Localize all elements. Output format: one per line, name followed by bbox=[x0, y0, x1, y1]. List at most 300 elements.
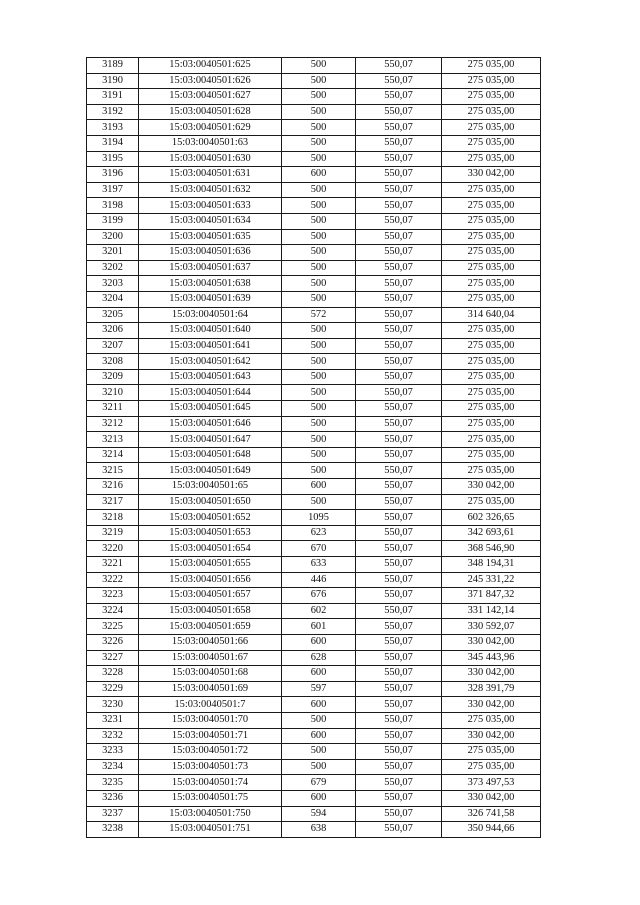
row-number-cell: 3224 bbox=[87, 603, 139, 619]
area-cell: 1095 bbox=[282, 510, 356, 526]
row-number-cell: 3227 bbox=[87, 650, 139, 666]
rate-cell: 550,07 bbox=[356, 775, 442, 791]
row-number-cell: 3198 bbox=[87, 198, 139, 214]
row-number-cell: 3226 bbox=[87, 634, 139, 650]
row-number-cell: 3223 bbox=[87, 588, 139, 604]
rate-cell: 550,07 bbox=[356, 728, 442, 744]
value-cell: 245 331,22 bbox=[442, 572, 541, 588]
row-number-cell: 3192 bbox=[87, 104, 139, 120]
rate-cell: 550,07 bbox=[356, 291, 442, 307]
value-cell: 275 035,00 bbox=[442, 260, 541, 276]
table-row bbox=[87, 104, 541, 120]
table-row bbox=[87, 245, 541, 261]
rate-cell: 550,07 bbox=[356, 167, 442, 183]
cadastral-number-cell: 15:03:0040501:66 bbox=[139, 634, 282, 650]
row-number-cell: 3238 bbox=[87, 822, 139, 838]
cadastral-number-cell: 15:03:0040501:636 bbox=[139, 245, 282, 261]
table-row bbox=[87, 338, 541, 354]
table-row bbox=[87, 790, 541, 806]
area-cell: 500 bbox=[282, 89, 356, 105]
area-cell: 638 bbox=[282, 822, 356, 838]
value-cell: 371 847,32 bbox=[442, 588, 541, 604]
cadastral-number-cell: 15:03:0040501:75 bbox=[139, 790, 282, 806]
area-cell: 500 bbox=[282, 291, 356, 307]
cadastral-number-cell: 15:03:0040501:658 bbox=[139, 603, 282, 619]
table-row bbox=[87, 354, 541, 370]
cadastral-number-cell: 15:03:0040501:653 bbox=[139, 525, 282, 541]
area-cell: 500 bbox=[282, 73, 356, 89]
value-cell: 275 035,00 bbox=[442, 401, 541, 417]
value-cell: 275 035,00 bbox=[442, 447, 541, 463]
rate-cell: 550,07 bbox=[356, 416, 442, 432]
value-cell: 275 035,00 bbox=[442, 463, 541, 479]
area-cell: 600 bbox=[282, 697, 356, 713]
area-cell: 601 bbox=[282, 619, 356, 635]
area-cell: 572 bbox=[282, 307, 356, 323]
table-row bbox=[87, 89, 541, 105]
cadastral-number-cell: 15:03:0040501:639 bbox=[139, 291, 282, 307]
rate-cell: 550,07 bbox=[356, 447, 442, 463]
cadastral-number-cell: 15:03:0040501:637 bbox=[139, 260, 282, 276]
row-number-cell: 3218 bbox=[87, 510, 139, 526]
row-number-cell: 3215 bbox=[87, 463, 139, 479]
area-cell: 600 bbox=[282, 167, 356, 183]
cadastral-number-cell: 15:03:0040501:631 bbox=[139, 167, 282, 183]
rate-cell: 550,07 bbox=[356, 323, 442, 339]
table-row bbox=[87, 463, 541, 479]
value-cell: 342 693,61 bbox=[442, 525, 541, 541]
row-number-cell: 3189 bbox=[87, 58, 139, 74]
area-cell: 597 bbox=[282, 681, 356, 697]
table-row bbox=[87, 323, 541, 339]
cadastral-number-cell: 15:03:0040501:67 bbox=[139, 650, 282, 666]
area-cell: 500 bbox=[282, 385, 356, 401]
table-row bbox=[87, 369, 541, 385]
table-row bbox=[87, 634, 541, 650]
cadastral-number-cell: 15:03:0040501:643 bbox=[139, 369, 282, 385]
value-cell: 275 035,00 bbox=[442, 494, 541, 510]
area-cell: 500 bbox=[282, 447, 356, 463]
value-cell: 275 035,00 bbox=[442, 89, 541, 105]
row-number-cell: 3234 bbox=[87, 759, 139, 775]
rate-cell: 550,07 bbox=[356, 104, 442, 120]
rate-cell: 550,07 bbox=[356, 494, 442, 510]
table-row bbox=[87, 401, 541, 417]
value-cell: 350 944,66 bbox=[442, 822, 541, 838]
row-number-cell: 3193 bbox=[87, 120, 139, 136]
area-cell: 500 bbox=[282, 323, 356, 339]
rate-cell: 550,07 bbox=[356, 354, 442, 370]
parcel-table bbox=[86, 57, 541, 838]
row-number-cell: 3209 bbox=[87, 369, 139, 385]
value-cell: 330 042,00 bbox=[442, 728, 541, 744]
rate-cell: 550,07 bbox=[356, 619, 442, 635]
rate-cell: 550,07 bbox=[356, 759, 442, 775]
cadastral-number-cell: 15:03:0040501:647 bbox=[139, 432, 282, 448]
table-row bbox=[87, 510, 541, 526]
table-row bbox=[87, 557, 541, 573]
value-cell: 275 035,00 bbox=[442, 73, 541, 89]
area-cell: 500 bbox=[282, 338, 356, 354]
table-row bbox=[87, 525, 541, 541]
area-cell: 500 bbox=[282, 712, 356, 728]
table-row bbox=[87, 58, 541, 74]
cadastral-number-cell: 15:03:0040501:644 bbox=[139, 385, 282, 401]
table-row bbox=[87, 198, 541, 214]
table-row bbox=[87, 182, 541, 198]
table-row bbox=[87, 385, 541, 401]
rate-cell: 550,07 bbox=[356, 712, 442, 728]
area-cell: 500 bbox=[282, 135, 356, 151]
value-cell: 275 035,00 bbox=[442, 354, 541, 370]
table-row bbox=[87, 120, 541, 136]
table-row bbox=[87, 73, 541, 89]
rate-cell: 550,07 bbox=[356, 182, 442, 198]
table-row bbox=[87, 213, 541, 229]
area-cell: 500 bbox=[282, 260, 356, 276]
row-number-cell: 3233 bbox=[87, 744, 139, 760]
row-number-cell: 3195 bbox=[87, 151, 139, 167]
row-number-cell: 3196 bbox=[87, 167, 139, 183]
cadastral-number-cell: 15:03:0040501:635 bbox=[139, 229, 282, 245]
rate-cell: 550,07 bbox=[356, 790, 442, 806]
area-cell: 602 bbox=[282, 603, 356, 619]
table-row bbox=[87, 494, 541, 510]
value-cell: 275 035,00 bbox=[442, 182, 541, 198]
value-cell: 275 035,00 bbox=[442, 759, 541, 775]
value-cell: 330 042,00 bbox=[442, 167, 541, 183]
cadastral-number-cell: 15:03:0040501:64 bbox=[139, 307, 282, 323]
value-cell: 275 035,00 bbox=[442, 104, 541, 120]
table-row bbox=[87, 432, 541, 448]
table-row bbox=[87, 260, 541, 276]
value-cell: 348 194,31 bbox=[442, 557, 541, 573]
cadastral-number-cell: 15:03:0040501:657 bbox=[139, 588, 282, 604]
area-cell: 500 bbox=[282, 229, 356, 245]
cadastral-number-cell: 15:03:0040501:652 bbox=[139, 510, 282, 526]
cadastral-number-cell: 15:03:0040501:630 bbox=[139, 151, 282, 167]
rate-cell: 550,07 bbox=[356, 650, 442, 666]
row-number-cell: 3228 bbox=[87, 666, 139, 682]
cadastral-number-cell: 15:03:0040501:655 bbox=[139, 557, 282, 573]
rate-cell: 550,07 bbox=[356, 525, 442, 541]
value-cell: 330 042,00 bbox=[442, 790, 541, 806]
rate-cell: 550,07 bbox=[356, 510, 442, 526]
value-cell: 275 035,00 bbox=[442, 369, 541, 385]
table-row bbox=[87, 447, 541, 463]
table-row bbox=[87, 135, 541, 151]
row-number-cell: 3206 bbox=[87, 323, 139, 339]
value-cell: 328 391,79 bbox=[442, 681, 541, 697]
row-number-cell: 3207 bbox=[87, 338, 139, 354]
rate-cell: 550,07 bbox=[356, 276, 442, 292]
value-cell: 368 546,90 bbox=[442, 541, 541, 557]
area-cell: 500 bbox=[282, 58, 356, 74]
row-number-cell: 3200 bbox=[87, 229, 139, 245]
cadastral-number-cell: 15:03:0040501:640 bbox=[139, 323, 282, 339]
area-cell: 446 bbox=[282, 572, 356, 588]
table-row bbox=[87, 291, 541, 307]
value-cell: 330 042,00 bbox=[442, 479, 541, 495]
rate-cell: 550,07 bbox=[356, 588, 442, 604]
cadastral-number-cell: 15:03:0040501:632 bbox=[139, 182, 282, 198]
cadastral-number-cell: 15:03:0040501:638 bbox=[139, 276, 282, 292]
row-number-cell: 3205 bbox=[87, 307, 139, 323]
value-cell: 602 326,65 bbox=[442, 510, 541, 526]
table-row bbox=[87, 307, 541, 323]
cadastral-number-cell: 15:03:0040501:649 bbox=[139, 463, 282, 479]
table-row bbox=[87, 479, 541, 495]
cadastral-number-cell: 15:03:0040501:70 bbox=[139, 712, 282, 728]
row-number-cell: 3211 bbox=[87, 401, 139, 417]
value-cell: 275 035,00 bbox=[442, 229, 541, 245]
row-number-cell: 3212 bbox=[87, 416, 139, 432]
cadastral-number-cell: 15:03:0040501:650 bbox=[139, 494, 282, 510]
row-number-cell: 3201 bbox=[87, 245, 139, 261]
area-cell: 500 bbox=[282, 276, 356, 292]
cadastral-number-cell: 15:03:0040501:654 bbox=[139, 541, 282, 557]
table-row bbox=[87, 603, 541, 619]
rate-cell: 550,07 bbox=[356, 666, 442, 682]
rate-cell: 550,07 bbox=[356, 151, 442, 167]
table-row bbox=[87, 822, 541, 838]
cadastral-number-cell: 15:03:0040501:645 bbox=[139, 401, 282, 417]
cadastral-number-cell: 15:03:0040501:72 bbox=[139, 744, 282, 760]
value-cell: 345 443,96 bbox=[442, 650, 541, 666]
row-number-cell: 3202 bbox=[87, 260, 139, 276]
table-row bbox=[87, 619, 541, 635]
row-number-cell: 3232 bbox=[87, 728, 139, 744]
value-cell: 275 035,00 bbox=[442, 385, 541, 401]
table-row bbox=[87, 806, 541, 822]
cadastral-number-cell: 15:03:0040501:74 bbox=[139, 775, 282, 791]
area-cell: 600 bbox=[282, 666, 356, 682]
area-cell: 500 bbox=[282, 759, 356, 775]
area-cell: 500 bbox=[282, 744, 356, 760]
rate-cell: 550,07 bbox=[356, 58, 442, 74]
cadastral-number-cell: 15:03:0040501:750 bbox=[139, 806, 282, 822]
row-number-cell: 3230 bbox=[87, 697, 139, 713]
table-row bbox=[87, 416, 541, 432]
cadastral-number-cell: 15:03:0040501:628 bbox=[139, 104, 282, 120]
area-cell: 670 bbox=[282, 541, 356, 557]
table-row bbox=[87, 681, 541, 697]
rate-cell: 550,07 bbox=[356, 73, 442, 89]
rate-cell: 550,07 bbox=[356, 338, 442, 354]
cadastral-number-cell: 15:03:0040501:656 bbox=[139, 572, 282, 588]
area-cell: 500 bbox=[282, 416, 356, 432]
cadastral-number-cell: 15:03:0040501:659 bbox=[139, 619, 282, 635]
cadastral-number-cell: 15:03:0040501:69 bbox=[139, 681, 282, 697]
row-number-cell: 3213 bbox=[87, 432, 139, 448]
cadastral-number-cell: 15:03:0040501:641 bbox=[139, 338, 282, 354]
value-cell: 275 035,00 bbox=[442, 744, 541, 760]
value-cell: 275 035,00 bbox=[442, 151, 541, 167]
value-cell: 275 035,00 bbox=[442, 213, 541, 229]
cadastral-number-cell: 15:03:0040501:629 bbox=[139, 120, 282, 136]
row-number-cell: 3199 bbox=[87, 213, 139, 229]
rate-cell: 550,07 bbox=[356, 432, 442, 448]
area-cell: 594 bbox=[282, 806, 356, 822]
rate-cell: 550,07 bbox=[356, 369, 442, 385]
row-number-cell: 3225 bbox=[87, 619, 139, 635]
rate-cell: 550,07 bbox=[356, 307, 442, 323]
row-number-cell: 3214 bbox=[87, 447, 139, 463]
rate-cell: 550,07 bbox=[356, 681, 442, 697]
row-number-cell: 3229 bbox=[87, 681, 139, 697]
row-number-cell: 3220 bbox=[87, 541, 139, 557]
value-cell: 275 035,00 bbox=[442, 323, 541, 339]
rate-cell: 550,07 bbox=[356, 401, 442, 417]
row-number-cell: 3210 bbox=[87, 385, 139, 401]
value-cell: 330 042,00 bbox=[442, 697, 541, 713]
row-number-cell: 3235 bbox=[87, 775, 139, 791]
value-cell: 275 035,00 bbox=[442, 416, 541, 432]
area-cell: 600 bbox=[282, 790, 356, 806]
value-cell: 330 042,00 bbox=[442, 634, 541, 650]
cadastral-number-cell: 15:03:0040501:648 bbox=[139, 447, 282, 463]
value-cell: 373 497,53 bbox=[442, 775, 541, 791]
value-cell: 275 035,00 bbox=[442, 58, 541, 74]
value-cell: 275 035,00 bbox=[442, 338, 541, 354]
table-row bbox=[87, 588, 541, 604]
row-number-cell: 3217 bbox=[87, 494, 139, 510]
cadastral-number-cell: 15:03:0040501:627 bbox=[139, 89, 282, 105]
value-cell: 275 035,00 bbox=[442, 245, 541, 261]
value-cell: 275 035,00 bbox=[442, 198, 541, 214]
area-cell: 500 bbox=[282, 494, 356, 510]
rate-cell: 550,07 bbox=[356, 557, 442, 573]
area-cell: 500 bbox=[282, 245, 356, 261]
area-cell: 623 bbox=[282, 525, 356, 541]
area-cell: 679 bbox=[282, 775, 356, 791]
cadastral-number-cell: 15:03:0040501:642 bbox=[139, 354, 282, 370]
table-row bbox=[87, 697, 541, 713]
area-cell: 500 bbox=[282, 401, 356, 417]
row-number-cell: 3194 bbox=[87, 135, 139, 151]
rate-cell: 550,07 bbox=[356, 89, 442, 105]
rate-cell: 550,07 bbox=[356, 541, 442, 557]
rate-cell: 550,07 bbox=[356, 634, 442, 650]
value-cell: 275 035,00 bbox=[442, 712, 541, 728]
value-cell: 275 035,00 bbox=[442, 120, 541, 136]
row-number-cell: 3203 bbox=[87, 276, 139, 292]
parcel-table-body bbox=[87, 58, 541, 838]
area-cell: 500 bbox=[282, 369, 356, 385]
row-number-cell: 3190 bbox=[87, 73, 139, 89]
value-cell: 275 035,00 bbox=[442, 291, 541, 307]
rate-cell: 550,07 bbox=[356, 229, 442, 245]
cadastral-number-cell: 15:03:0040501:73 bbox=[139, 759, 282, 775]
table-row bbox=[87, 775, 541, 791]
cadastral-number-cell: 15:03:0040501:68 bbox=[139, 666, 282, 682]
value-cell: 275 035,00 bbox=[442, 135, 541, 151]
value-cell: 275 035,00 bbox=[442, 432, 541, 448]
rate-cell: 550,07 bbox=[356, 120, 442, 136]
rate-cell: 550,07 bbox=[356, 260, 442, 276]
value-cell: 330 042,00 bbox=[442, 666, 541, 682]
table-row bbox=[87, 167, 541, 183]
rate-cell: 550,07 bbox=[356, 572, 442, 588]
value-cell: 314 640,04 bbox=[442, 307, 541, 323]
table-row bbox=[87, 151, 541, 167]
area-cell: 628 bbox=[282, 650, 356, 666]
area-cell: 676 bbox=[282, 588, 356, 604]
cadastral-number-cell: 15:03:0040501:63 bbox=[139, 135, 282, 151]
rate-cell: 550,07 bbox=[356, 385, 442, 401]
rate-cell: 550,07 bbox=[356, 479, 442, 495]
row-number-cell: 3219 bbox=[87, 525, 139, 541]
cadastral-number-cell: 15:03:0040501:634 bbox=[139, 213, 282, 229]
area-cell: 600 bbox=[282, 634, 356, 650]
row-number-cell: 3222 bbox=[87, 572, 139, 588]
row-number-cell: 3231 bbox=[87, 712, 139, 728]
rate-cell: 550,07 bbox=[356, 822, 442, 838]
rate-cell: 550,07 bbox=[356, 245, 442, 261]
table-row bbox=[87, 744, 541, 760]
cadastral-number-cell: 15:03:0040501:7 bbox=[139, 697, 282, 713]
rate-cell: 550,07 bbox=[356, 213, 442, 229]
area-cell: 500 bbox=[282, 182, 356, 198]
row-number-cell: 3221 bbox=[87, 557, 139, 573]
value-cell: 275 035,00 bbox=[442, 276, 541, 292]
area-cell: 500 bbox=[282, 463, 356, 479]
area-cell: 500 bbox=[282, 104, 356, 120]
row-number-cell: 3216 bbox=[87, 479, 139, 495]
cadastral-number-cell: 15:03:0040501:633 bbox=[139, 198, 282, 214]
table-row bbox=[87, 276, 541, 292]
area-cell: 600 bbox=[282, 728, 356, 744]
rate-cell: 550,07 bbox=[356, 603, 442, 619]
area-cell: 600 bbox=[282, 479, 356, 495]
table-row bbox=[87, 229, 541, 245]
cadastral-number-cell: 15:03:0040501:626 bbox=[139, 73, 282, 89]
table-row bbox=[87, 572, 541, 588]
area-cell: 500 bbox=[282, 354, 356, 370]
value-cell: 326 741,58 bbox=[442, 806, 541, 822]
value-cell: 330 592,07 bbox=[442, 619, 541, 635]
value-cell: 331 142,14 bbox=[442, 603, 541, 619]
cadastral-number-cell: 15:03:0040501:751 bbox=[139, 822, 282, 838]
area-cell: 633 bbox=[282, 557, 356, 573]
rate-cell: 550,07 bbox=[356, 463, 442, 479]
row-number-cell: 3208 bbox=[87, 354, 139, 370]
area-cell: 500 bbox=[282, 198, 356, 214]
cadastral-number-cell: 15:03:0040501:71 bbox=[139, 728, 282, 744]
table-row bbox=[87, 650, 541, 666]
area-cell: 500 bbox=[282, 120, 356, 136]
table-row bbox=[87, 759, 541, 775]
table-row bbox=[87, 541, 541, 557]
row-number-cell: 3204 bbox=[87, 291, 139, 307]
row-number-cell: 3237 bbox=[87, 806, 139, 822]
table-row bbox=[87, 728, 541, 744]
rate-cell: 550,07 bbox=[356, 697, 442, 713]
area-cell: 500 bbox=[282, 213, 356, 229]
area-cell: 500 bbox=[282, 432, 356, 448]
rate-cell: 550,07 bbox=[356, 135, 442, 151]
row-number-cell: 3236 bbox=[87, 790, 139, 806]
rate-cell: 550,07 bbox=[356, 744, 442, 760]
cadastral-number-cell: 15:03:0040501:625 bbox=[139, 58, 282, 74]
rate-cell: 550,07 bbox=[356, 198, 442, 214]
rate-cell: 550,07 bbox=[356, 806, 442, 822]
table-row bbox=[87, 666, 541, 682]
table-row bbox=[87, 712, 541, 728]
row-number-cell: 3191 bbox=[87, 89, 139, 105]
row-number-cell: 3197 bbox=[87, 182, 139, 198]
area-cell: 500 bbox=[282, 151, 356, 167]
